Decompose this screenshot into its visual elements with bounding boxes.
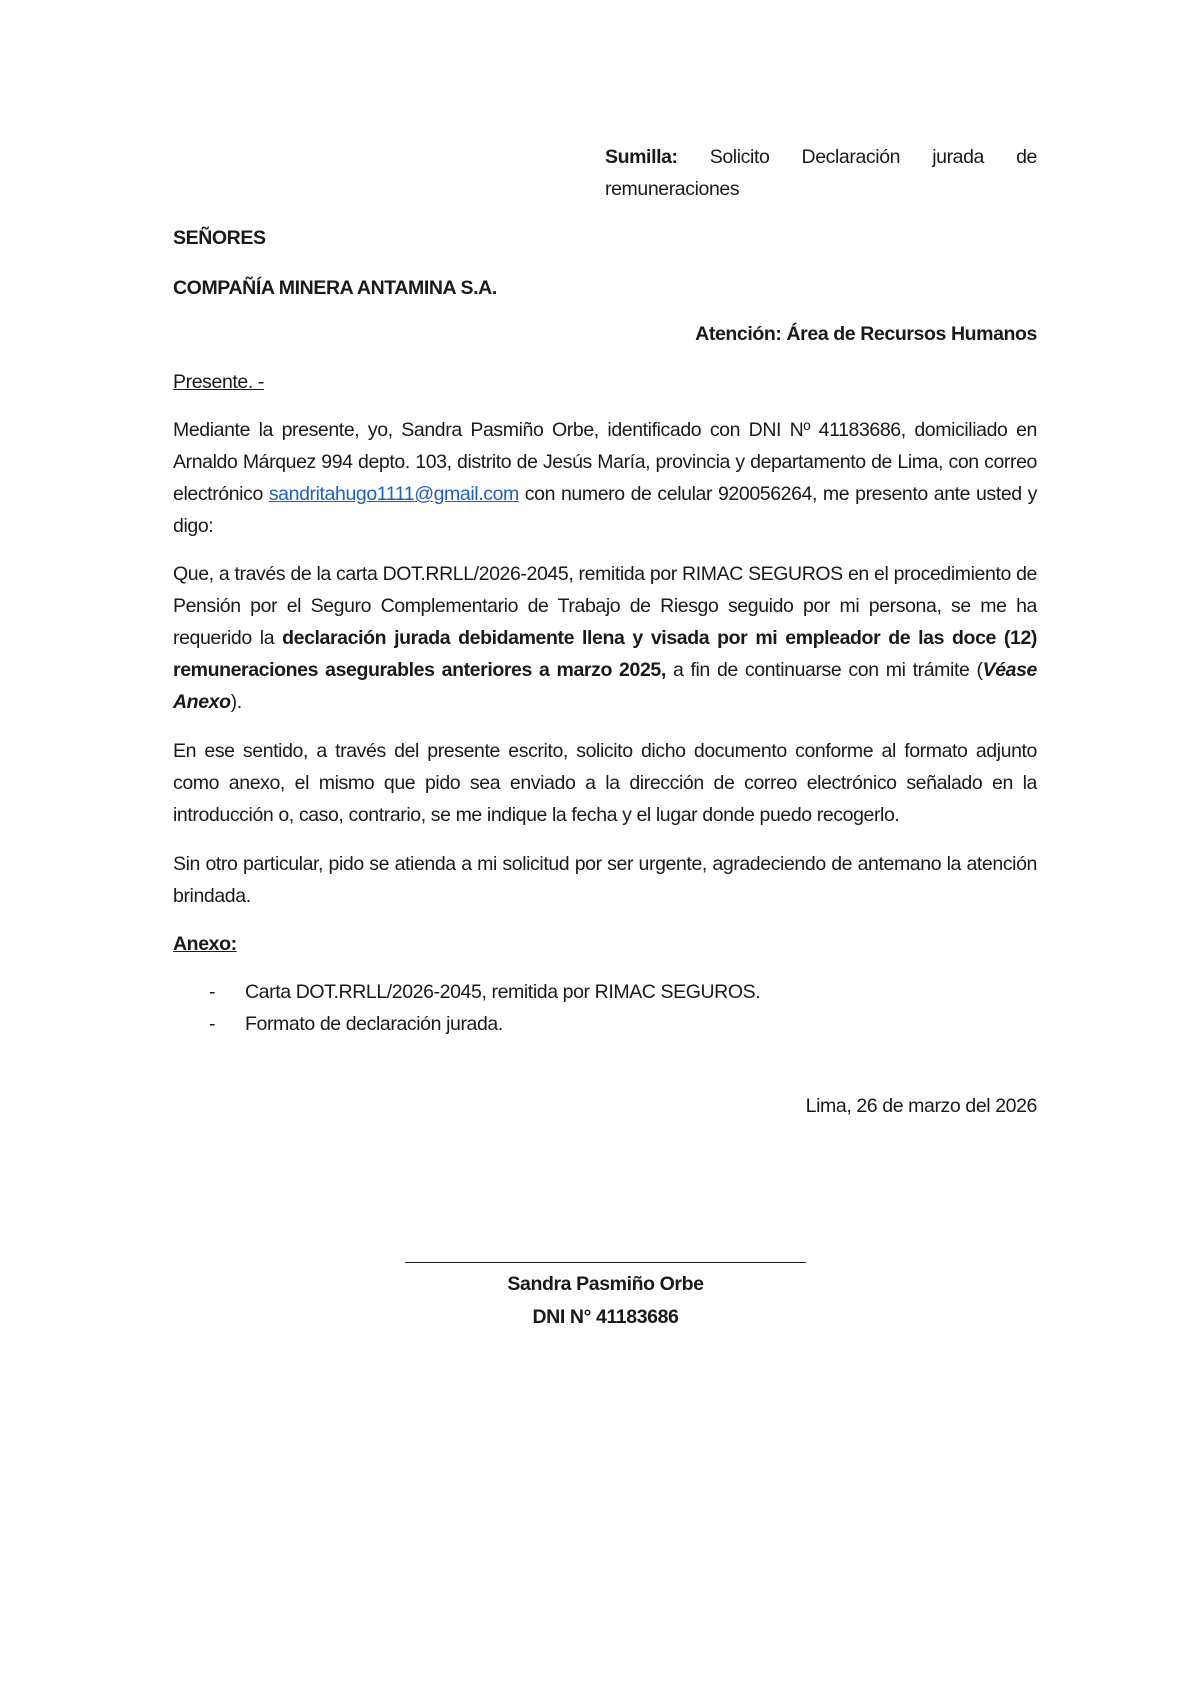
signer-name: Sandra Pasmiño Orbe <box>507 1273 704 1295</box>
paren-close: ). <box>230 691 242 713</box>
sumilla <box>605 141 1037 205</box>
list-item <box>173 1008 760 1040</box>
paragraph-intro <box>173 414 1037 542</box>
company-name: COMPAÑÍA MINERA ANTAMINA S.A. <box>173 277 497 299</box>
intro-text-1: Mediante la presente, yo, Sandra Pasmiño Orbe, identificado con DNI Nº 41183686, domiciliado en Arnaldo Márquez 994 depto. 103, distrito de Jesús María, provincia y departamento de Lima, con correo electrónico <box>173 419 1037 505</box>
annex-item-text: Carta DOT.RRLL/2026-2045, remitida por RIMAC SEGUROS. <box>245 981 761 1003</box>
letter-date: Lima, 26 de marzo del 2026 <box>805 1095 1037 1117</box>
send-text: En ese sentido, a través del presente escrito, solicito dicho documento conforme al formato adjunto como anexo, el mismo que pido sea enviado a la dirección de correo electrónico señalado en la introducción o, caso, contrario, se me indique la fecha y el lugar donde puedo recogerlo. <box>173 740 1037 826</box>
annex-title: Anexo: <box>173 933 237 955</box>
presente: Presente. - <box>173 371 264 393</box>
sumilla-text: Solicito Declaración jurada de remuneraciones <box>605 146 1037 200</box>
request-text-1: Que, a través de la carta DOT.RRLL/2026-2045, remitida por RIMAC SEGUROS en el procedimiento de Pensión por el Seguro Complementario de Trabajo de Riesgo seguido por mi persona, se me ha requerido la <box>173 563 1037 649</box>
paren-open: ( <box>976 659 983 681</box>
request-text-2: a fin de continuarse con mi trámite <box>665 659 977 681</box>
email-link[interactable]: sandritahugo1111@gmail.com <box>268 483 519 505</box>
salutation: SEÑORES <box>173 227 266 249</box>
annex-list <box>173 976 760 1040</box>
see-annex: Véase Anexo <box>173 659 1037 713</box>
annex-item-text: Formato de declaración jurada. <box>245 1013 503 1035</box>
signer-dni: DNI N° 41183686 <box>532 1306 679 1328</box>
sumilla-label: Sumilla: <box>605 146 678 168</box>
signature-line <box>405 1262 806 1263</box>
intro-text-2: con numero de celular 920056264, me presento ante usted y digo: <box>173 483 1037 537</box>
paragraph-request <box>173 558 1037 718</box>
list-item <box>173 976 760 1008</box>
paragraph-send <box>173 735 1037 831</box>
closing-text: Sin otro particular, pido se atienda a mi solicitud por ser urgente, agradeciendo de antemano la atención brindada. <box>173 853 1037 907</box>
attention-line: Atención: Área de Recursos Humanos <box>695 323 1037 345</box>
paragraph-closing <box>173 848 1037 912</box>
bullet-dash: - <box>209 1013 216 1035</box>
request-bold: declaración jurada debidamente llena y visada por mi empleador de las doce (12) remuneraciones asegurables anteriores a marzo 2025, <box>173 627 1038 681</box>
bullet-dash: - <box>209 981 216 1003</box>
